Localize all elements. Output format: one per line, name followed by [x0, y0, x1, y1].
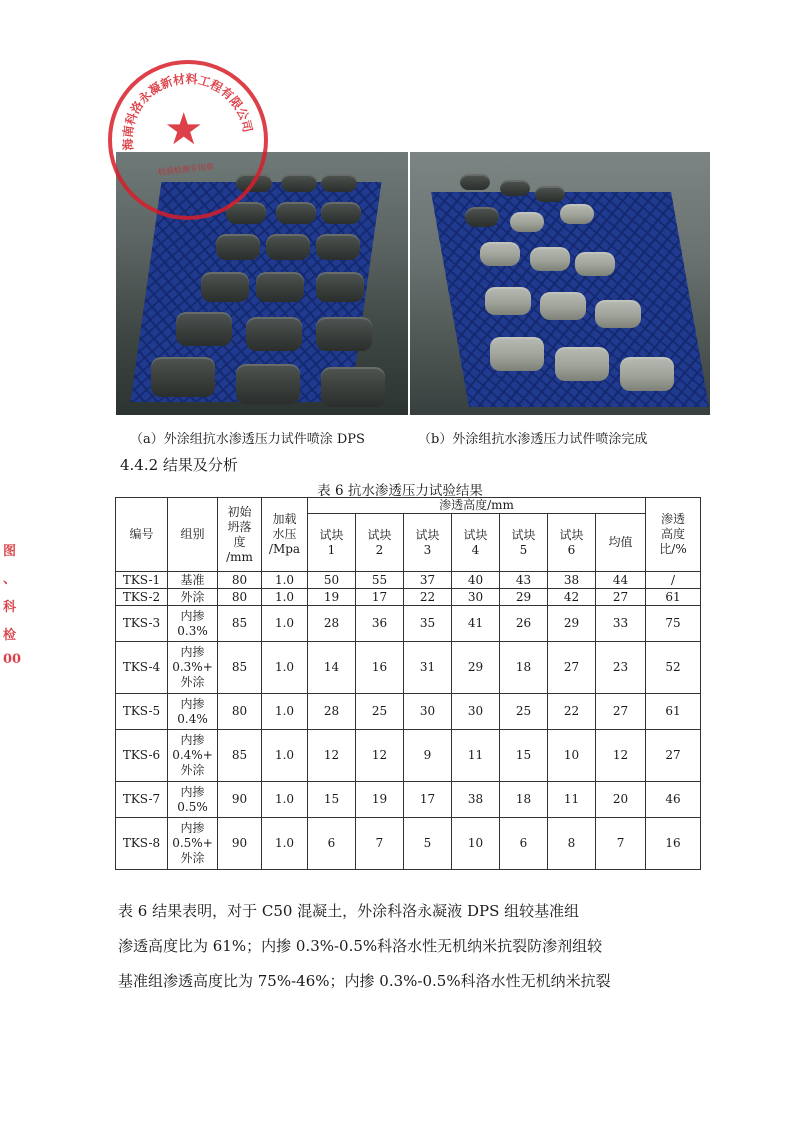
cell-id: TKS-4: [116, 642, 168, 694]
results-table: [115, 497, 701, 870]
header-slump: 初始 坍落 度 /mm: [218, 498, 262, 572]
cell-block-4: 30: [452, 589, 500, 606]
cell-block-3: 17: [404, 782, 452, 818]
cell-id: TKS-7: [116, 782, 168, 818]
cell-block-2: 25: [356, 694, 404, 730]
cell-block-3: 37: [404, 572, 452, 589]
cell-block-6: 29: [548, 606, 596, 642]
cell-block-1: 14: [308, 642, 356, 694]
cell-slump: 80: [218, 694, 262, 730]
cell-block-4: 30: [452, 694, 500, 730]
cell-pressure: 1.0: [262, 730, 308, 782]
seal-star-icon: ★: [164, 104, 204, 155]
cell-block-5: 29: [500, 589, 548, 606]
cell-id: TKS-5: [116, 694, 168, 730]
cell-group: 基准: [168, 572, 218, 589]
cell-mean: 27: [596, 589, 646, 606]
cell-group: 内掺 0.3%+ 外涂: [168, 642, 218, 694]
cell-block-5: 6: [500, 818, 548, 870]
table-row: [116, 642, 701, 694]
cell-mean: 7: [596, 818, 646, 870]
cell-group: 内掺 0.5%+ 外涂: [168, 818, 218, 870]
cell-id: TKS-6: [116, 730, 168, 782]
seam-stamp-char: 科: [3, 600, 17, 615]
svg-text:海南科洛永凝新材料工程有限公司: 海南科洛永凝新材料工程有限公司: [120, 71, 255, 152]
cell-mean: 23: [596, 642, 646, 694]
cell-block-4: 11: [452, 730, 500, 782]
cell-block-3: 30: [404, 694, 452, 730]
table-row: [116, 818, 701, 870]
cell-pressure: 1.0: [262, 606, 308, 642]
cell-mean: 33: [596, 606, 646, 642]
header-block-6: 试块 6: [548, 514, 596, 572]
cell-block-2: 36: [356, 606, 404, 642]
cell-block-3: 5: [404, 818, 452, 870]
caption-b: （b）外涂组抗水渗透压力试件喷涂完成: [418, 432, 648, 447]
cell-block-2: 19: [356, 782, 404, 818]
cell-block-4: 41: [452, 606, 500, 642]
header-block-4: 试块 4: [452, 514, 500, 572]
cell-ratio: 61: [646, 694, 701, 730]
cell-block-4: 29: [452, 642, 500, 694]
seal-band-text: 检验检测专用章: [157, 162, 215, 177]
cell-group: 外涂: [168, 589, 218, 606]
cell-ratio: 27: [646, 730, 701, 782]
cell-block-6: 38: [548, 572, 596, 589]
cell-block-1: 12: [308, 730, 356, 782]
cell-pressure: 1.0: [262, 572, 308, 589]
header-pressure: 加载 水压 /Mpa: [262, 498, 308, 572]
seam-stamp: [0, 540, 26, 688]
header-ratio: 渗透 高度 比/%: [646, 498, 701, 572]
cell-mean: 12: [596, 730, 646, 782]
seam-stamp-char: 图: [3, 544, 17, 559]
cell-block-6: 22: [548, 694, 596, 730]
cell-ratio: 46: [646, 782, 701, 818]
cell-block-6: 11: [548, 782, 596, 818]
cell-slump: 90: [218, 818, 262, 870]
table-row: [116, 572, 701, 589]
cell-ratio: 75: [646, 606, 701, 642]
cell-block-6: 8: [548, 818, 596, 870]
cell-block-3: 31: [404, 642, 452, 694]
cell-block-1: 15: [308, 782, 356, 818]
cell-block-5: 25: [500, 694, 548, 730]
cell-pressure: 1.0: [262, 782, 308, 818]
cell-block-1: 19: [308, 589, 356, 606]
seam-stamp-char: 00: [3, 652, 22, 667]
cell-slump: 80: [218, 589, 262, 606]
table-row: [116, 606, 701, 642]
official-seal-stamp: [108, 60, 268, 220]
cell-block-6: 27: [548, 642, 596, 694]
cell-group: 内掺 0.4%+ 外涂: [168, 730, 218, 782]
header-block-1: 试块 1: [308, 514, 356, 572]
cell-group: 内掺 0.4%: [168, 694, 218, 730]
cell-slump: 85: [218, 730, 262, 782]
cell-id: TKS-2: [116, 589, 168, 606]
paragraph-line-1: 表 6 结果表明，对于 C50 混凝土，外涂科洛永凝液 DPS 组较基准组: [118, 902, 580, 920]
cell-group: 内掺 0.5%: [168, 782, 218, 818]
seam-stamp-char: 、: [3, 572, 17, 587]
header-block-3: 试块 3: [404, 514, 452, 572]
cell-block-4: 38: [452, 782, 500, 818]
cell-slump: 90: [218, 782, 262, 818]
cell-mean: 20: [596, 782, 646, 818]
paragraph-line-3: 基准组渗透高度比为 75%-46%；内掺 0.3%-0.5%科洛水性无机纳米抗裂: [118, 972, 611, 990]
header-id: 编号: [116, 498, 168, 572]
cell-pressure: 1.0: [262, 694, 308, 730]
cell-block-1: 6: [308, 818, 356, 870]
table-row: [116, 694, 701, 730]
cell-block-6: 42: [548, 589, 596, 606]
cell-ratio: /: [646, 572, 701, 589]
cell-block-5: 18: [500, 782, 548, 818]
cell-block-5: 18: [500, 642, 548, 694]
paragraph-line-2: 渗透高度比为 61%；内掺 0.3%-0.5%科洛水性无机纳米抗裂防渗剂组较: [118, 937, 603, 955]
cell-pressure: 1.0: [262, 818, 308, 870]
header-penetration-height: 渗透高度/mm: [308, 498, 646, 514]
cell-id: TKS-8: [116, 818, 168, 870]
cell-block-2: 16: [356, 642, 404, 694]
cell-block-6: 10: [548, 730, 596, 782]
cell-block-1: 50: [308, 572, 356, 589]
cell-ratio: 61: [646, 589, 701, 606]
cell-block-5: 15: [500, 730, 548, 782]
header-block-2: 试块 2: [356, 514, 404, 572]
cell-id: TKS-1: [116, 572, 168, 589]
cell-block-1: 28: [308, 606, 356, 642]
cell-mean: 44: [596, 572, 646, 589]
cell-id: TKS-3: [116, 606, 168, 642]
cell-block-4: 10: [452, 818, 500, 870]
cell-block-2: 55: [356, 572, 404, 589]
header-block-5: 试块 5: [500, 514, 548, 572]
section-heading: 4.4.2 结果及分析: [120, 456, 238, 474]
table-row: [116, 730, 701, 782]
cell-slump: 80: [218, 572, 262, 589]
cell-block-3: 22: [404, 589, 452, 606]
cell-block-3: 9: [404, 730, 452, 782]
table-title: 表 6 抗水渗透压力试验结果: [317, 483, 483, 499]
cell-block-2: 7: [356, 818, 404, 870]
cell-block-2: 12: [356, 730, 404, 782]
cell-block-3: 35: [404, 606, 452, 642]
cell-group: 内掺 0.3%: [168, 606, 218, 642]
header-mean: 均值: [596, 514, 646, 572]
caption-a: （a）外涂组抗水渗透压力试件喷涂 DPS: [130, 432, 365, 447]
photo-specimens-sprayed: [410, 152, 710, 415]
cell-pressure: 1.0: [262, 589, 308, 606]
seam-stamp-char: 检: [3, 628, 17, 643]
cell-block-5: 43: [500, 572, 548, 589]
cell-block-2: 17: [356, 589, 404, 606]
cell-ratio: 52: [646, 642, 701, 694]
cell-pressure: 1.0: [262, 642, 308, 694]
table-row: [116, 782, 701, 818]
table-row: [116, 589, 701, 606]
cell-slump: 85: [218, 642, 262, 694]
cell-block-5: 26: [500, 606, 548, 642]
cell-block-4: 40: [452, 572, 500, 589]
cell-ratio: 16: [646, 818, 701, 870]
cell-mean: 27: [596, 694, 646, 730]
header-group: 组别: [168, 498, 218, 572]
cell-block-1: 28: [308, 694, 356, 730]
cell-slump: 85: [218, 606, 262, 642]
